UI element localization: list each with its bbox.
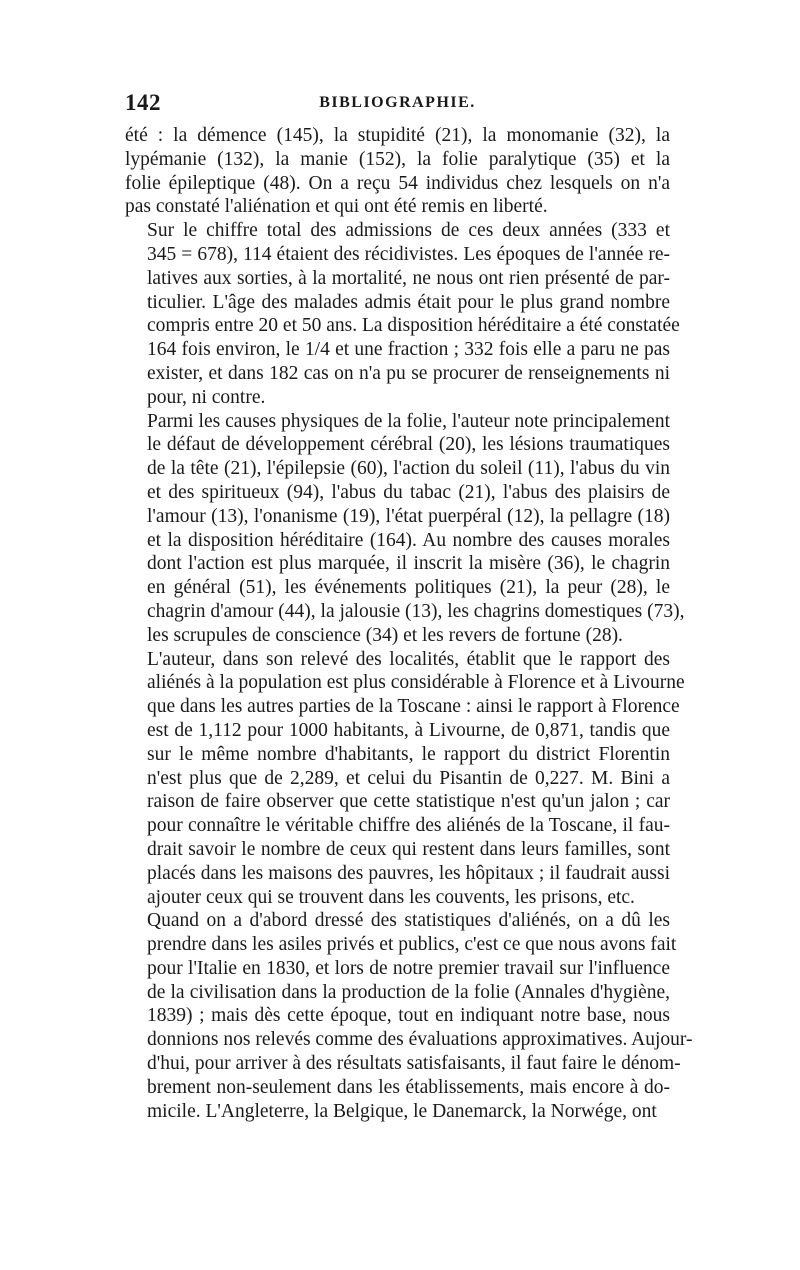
text-line: pour, ni contre. <box>147 386 266 408</box>
paragraph <box>125 909 693 1123</box>
paragraph <box>125 124 670 219</box>
text-line: et la disposition héréditaire (164). Au nombre des causes morales <box>147 529 670 551</box>
text-line: 164 fois environ, le 1/4 et une fraction ; 332 fois elle a paru ne pas <box>147 339 670 361</box>
text-line: n'est plus que de 2,289, et celui du Pisantin de 0,227. M. Bini a <box>147 767 670 789</box>
text-line: chagrin d'amour (44), la jalousie (13), les chagrins domestiques (73), <box>147 600 685 622</box>
text-line: est de 1,112 pour 1000 habitants, à Livourne, de 0,871, tandis que <box>147 719 670 741</box>
text-line: les scrupules de conscience (34) et les revers de fortune (28). <box>147 624 623 646</box>
text-line: ajouter ceux qui se trouvent dans les couvents, les prisons, etc. <box>147 886 635 908</box>
running-head: BIBLIOGRAPHIE. <box>319 94 476 111</box>
text-line: été : la démence (145), la stupidité (21), la monomanie (32), la <box>125 125 670 146</box>
page-header <box>125 90 670 120</box>
text-line: dont l'action est plus marquée, il inscrit la misère (36), le chagrin <box>147 553 670 575</box>
text-line: d'hui, pour arriver à des résultats satisfaisants, il faut faire le dénom- <box>147 1053 681 1075</box>
text-line: exister, et dans 182 cas on n'a pu se procurer de renseignements ni <box>147 362 670 384</box>
text-line: sur le même nombre d'habitants, le rapport du district Florentin <box>147 743 670 765</box>
text-line: de la civilisation dans la production de la folie (Annales d'hygiène, <box>147 981 670 1003</box>
text-line: donnions nos relevés comme des évaluations approximatives. Aujour- <box>147 1029 693 1051</box>
paragraph <box>125 410 685 648</box>
text-line: brement non-seulement dans les établissements, mais encore à do- <box>147 1076 670 1098</box>
body-text <box>125 124 693 1123</box>
text-line: raison de faire observer que cette statistique n'est qu'un jalon ; car <box>147 791 670 813</box>
text-line: Quand on a d'abord dressé des statistiques d'aliénés, on a dû les <box>147 910 670 932</box>
text-line: drait savoir le nombre de ceux qui restent dans leurs familles, sont <box>147 838 670 860</box>
text-line: latives aux sorties, à la mortalité, ne nous ont rien présenté de par- <box>147 267 670 289</box>
page-number: 142 <box>125 90 161 115</box>
paragraph <box>125 219 680 409</box>
text-line: micile. L'Angleterre, la Belgique, le Danemarck, la Norwége, ont <box>147 1100 657 1122</box>
text-line: de la tête (21), l'épilepsie (60), l'action du soleil (11), l'abus du vin <box>147 458 670 480</box>
text-line: et des spiritueux (94), l'abus du tabac (21), l'abus des plaisirs de <box>147 481 670 503</box>
text-line: que dans les autres parties de la Toscane : ainsi le rapport à Florence <box>147 696 680 718</box>
text-line: Sur le chiffre total des admissions de ces deux années (333 et <box>147 220 670 242</box>
text-line: pour l'Italie en 1830, et lors de notre premier travail sur l'influence <box>147 957 670 979</box>
text-line: pour connaître le véritable chiffre des aliénés de la Toscane, il fau- <box>147 815 670 837</box>
text-line: aliénés à la population est plus considérable à Florence et à Livourne <box>147 672 685 694</box>
text-line: Parmi les causes physiques de la folie, l'auteur note principalement <box>147 410 670 432</box>
text-line: 1839) ; mais dès cette époque, tout en indiquant notre base, nous <box>147 1005 670 1027</box>
text-line: l'amour (13), l'onanisme (19), l'état puerpéral (12), la pellagre (18) <box>147 505 670 527</box>
text-line: placés dans les maisons des pauvres, les hôpitaux ; il faudrait aussi <box>147 862 670 884</box>
text-line: en général (51), les événements politiques (21), la peur (28), le <box>147 577 670 599</box>
text-line: le défaut de développement cérébral (20), les lésions traumatiques <box>147 434 670 456</box>
text-line: L'auteur, dans son relevé des localités, établit que le rapport des <box>147 648 670 670</box>
text-line: lypémanie (132), la manie (152), la folie paralytique (35) et la <box>125 148 670 170</box>
text-line: 345 = 678), 114 étaient des récidivistes. Les époques de l'année re- <box>147 243 670 265</box>
text-line: folie épileptique (48). On a reçu 54 individus chez lesquels on n'a <box>125 172 670 194</box>
paragraph <box>125 648 685 910</box>
text-line: ticulier. L'âge des malades admis était pour le plus grand nombre <box>147 291 670 313</box>
text-line: compris entre 20 et 50 ans. La disposition héréditaire a été constatée <box>147 315 680 337</box>
text-line: prendre dans les asiles privés et publics, c'est ce que nous avons fait <box>147 934 677 956</box>
text-line: pas constaté l'aliénation et qui ont été remis en liberté. <box>125 196 548 218</box>
